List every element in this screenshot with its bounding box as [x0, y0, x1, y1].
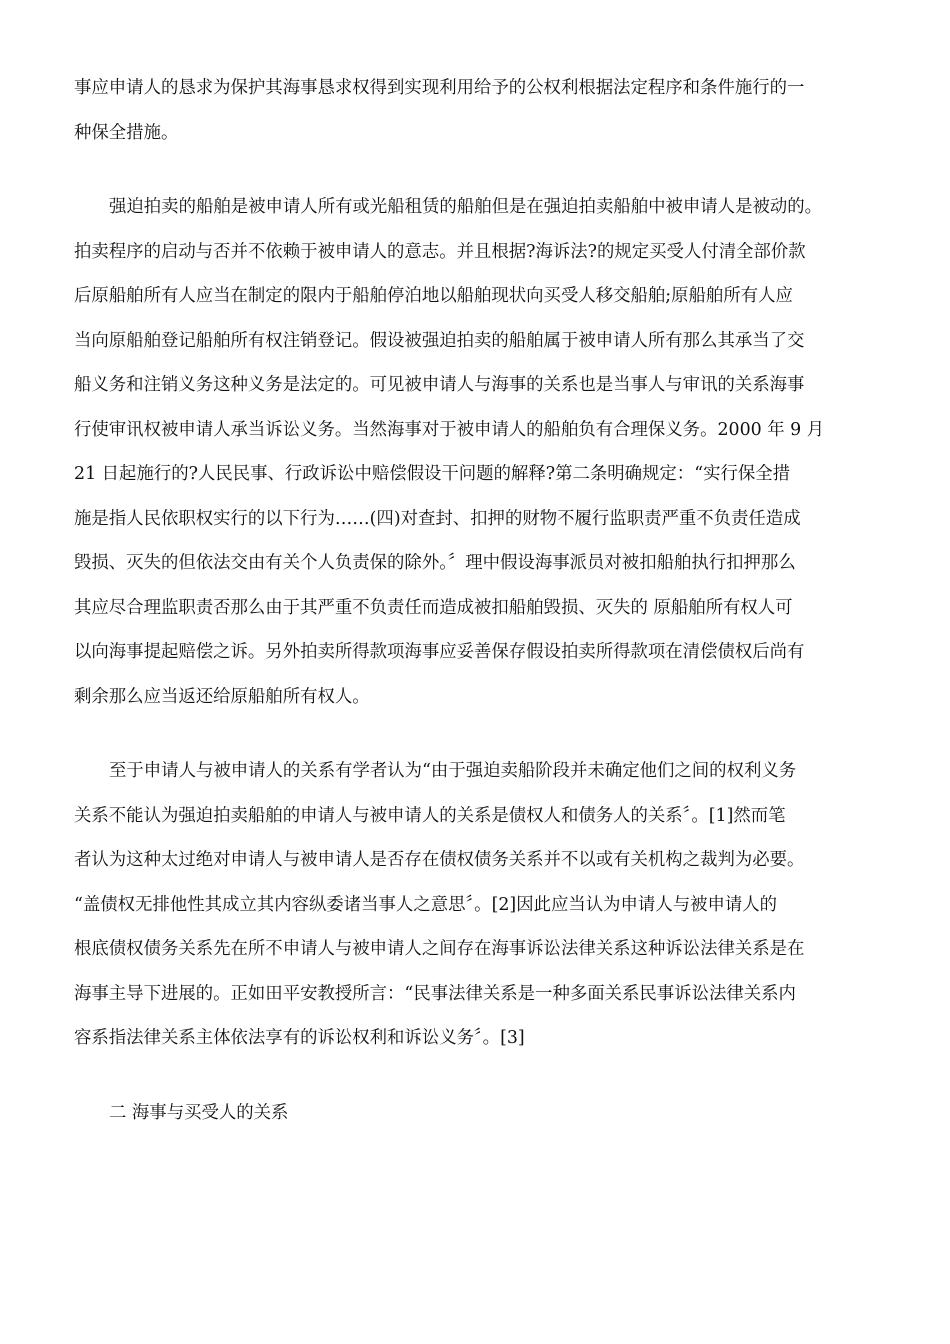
text-line: 事应申请人的恳求为保护其海事恳求权得到实现利用给予的公权利根据法定程序和条件施行的一 [74, 78, 805, 98]
paragraph-2 [74, 189, 880, 723]
section-heading: 二 海事与买受人的关系 [109, 1102, 289, 1123]
text-line: 至于申请人与被申请人的关系有学者认为“由于强迫卖船阶段并未确定他们之间的权利义务 [109, 761, 797, 781]
text-line: 剩余那么应当返还给原船舶所有权人。 [74, 686, 370, 707]
text-line: “盖债权无排他性其成立其内容纵委诸当事人之意思〞。[2]因此应当认为申请人与被申请人的 [74, 894, 778, 915]
text-line: 海事主导下进展的。正如田平安教授所言：“民事法律关系是一种多面关系民事诉讼法律关系内 [74, 983, 796, 1004]
text-line: 者认为这种太过绝对申请人与被申请人是否存在债权债务关系并不以或有关机构之裁判为必要。 [74, 850, 805, 870]
paragraph-3 [74, 753, 880, 1065]
text-line: 根底债权债务关系先在所不申请人与被申请人之间存在海事诉讼法律关系这种诉讼法律关系是在 [74, 939, 805, 959]
paragraph-gap [74, 1065, 880, 1095]
text-line: 当向原船舶登记船舶所有权注销登记。假设被强迫拍卖的船舶属于被申请人所有那么其承当了交 [74, 330, 805, 351]
paragraph-gap [74, 159, 880, 189]
text-line: 容系指法律关系主体依法享有的诉讼权利和诉讼义务〞。[3] [74, 1028, 525, 1048]
text-line: 关系不能认为强迫拍卖船舶的申请人与被申请人的关系是债权人和债务人的关系〞。[1]然而笔 [74, 805, 786, 826]
text-line: 船义务和注销义务这种义务是法定的。可见被申请人与海事的关系也是当事人与审讯的关系海事 [74, 375, 805, 395]
document-page [74, 70, 880, 1139]
text-line: 以向海事提起赔偿之诉。另外拍卖所得款项海事应妥善保存假设拍卖所得款项在清偿债权后尚有 [74, 642, 805, 662]
text-line: 其应尽合理监职责否那么由于其严重不负责任而造成被扣船舶毁损、灭失的 原船舶所有权人可 [74, 597, 793, 618]
text-line: 施是指人民依职权实行的以下行为……(四)对查封、扣押的财物不履行监职责严重不负责任造成 [74, 508, 801, 529]
text-line: 后原船舶所有人应当在制定的限内于船舶停泊地以船舶现状向买受人移交船舶;原船舶所有人应 [74, 286, 793, 306]
text-line: 毁损、灭失的但依法交由有关个人负责保的除外。〞理中假设海事派员对被扣船舶执行扣押那么 [74, 553, 796, 573]
text-line: 行使审讯权被申请人承当诉讼义务。当然海事对于被申请人的船舶负有合理保义务。2000 年 9 月 [74, 419, 825, 440]
paragraph-gap [74, 723, 880, 753]
text-line: 强迫拍卖的船舶是被申请人所有或光船租赁的船舶但是在强迫拍卖船舶中被申请人是被动的。 [109, 197, 823, 217]
paragraph-1 [74, 70, 880, 159]
text-line: 拍卖程序的启动与否并不依赖于被申请人的意志。并且根据?海诉法?的规定买受人付清全部价款 [74, 241, 806, 262]
text-line: 种保全措施。 [74, 122, 179, 143]
text-line: 21 日起施行的?人民民事、行政诉讼中赔偿假设干问题的解释?第二条明确规定：“实行保全措 [74, 464, 791, 484]
